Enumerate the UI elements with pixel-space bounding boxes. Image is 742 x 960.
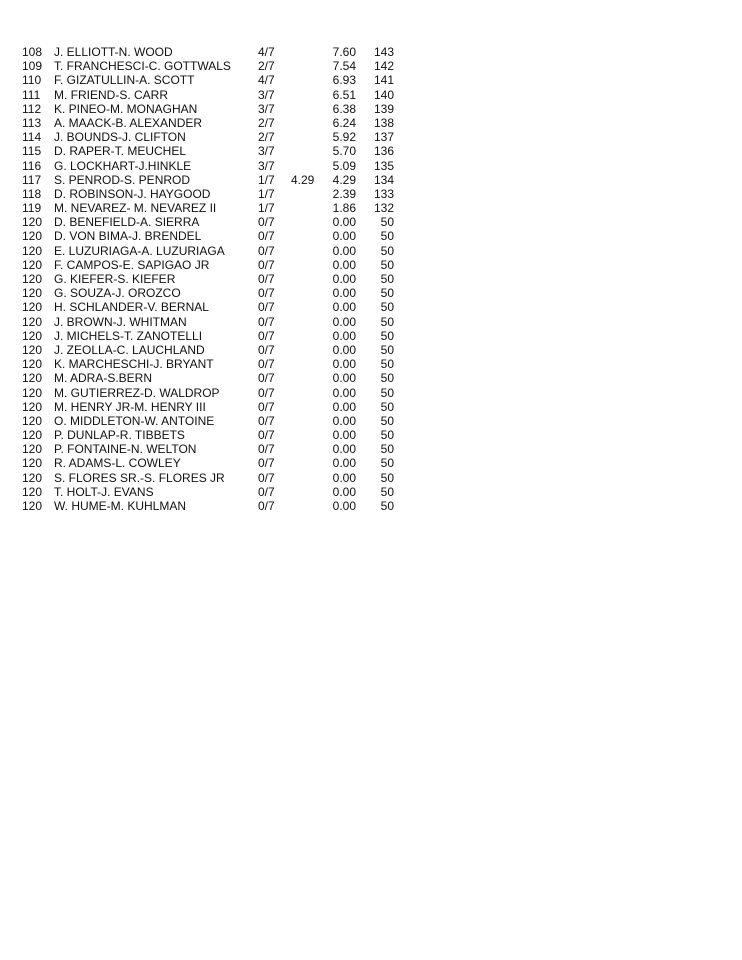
place-cell: 120 — [22, 314, 43, 329]
place-cell: 120 — [22, 357, 43, 372]
record-cell: 0/7 — [258, 243, 275, 258]
table-row — [0, 102, 742, 116]
score-cell: 0.00 — [332, 215, 356, 230]
score-cell: 0.00 — [332, 243, 356, 258]
table-row — [0, 400, 742, 414]
score-cell: 0.00 — [332, 484, 356, 499]
record-cell: 0/7 — [258, 215, 275, 230]
team-name-cell: F. CAMPOS-E. SAPIGAO JR — [54, 257, 210, 272]
points-cell: 50 — [380, 243, 394, 258]
points-cell: 140 — [373, 87, 394, 102]
place-cell: 120 — [22, 442, 43, 457]
record-cell: 1/7 — [258, 172, 275, 187]
table-row — [0, 456, 742, 470]
points-cell: 50 — [380, 314, 394, 329]
table-row — [0, 73, 742, 87]
record-cell: 0/7 — [258, 357, 275, 372]
score-cell: 0.00 — [332, 428, 356, 443]
place-cell: 111 — [22, 87, 41, 102]
score-cell: 0.00 — [332, 286, 356, 301]
team-name-cell: J. ELLIOTT-N. WOOD — [54, 45, 173, 59]
points-cell: 50 — [380, 413, 394, 428]
score-cell: 0.00 — [332, 442, 356, 457]
place-cell: 120 — [22, 328, 43, 343]
team-name-cell: H. SCHLANDER-V. BERNAL — [54, 300, 209, 315]
points-cell: 50 — [380, 272, 394, 286]
record-cell: 2/7 — [258, 130, 275, 145]
extra-score-cell: 4.29 — [291, 172, 315, 187]
place-cell: 120 — [22, 300, 43, 315]
team-name-cell: R. ADAMS-L. COWLEY — [54, 456, 181, 471]
record-cell: 4/7 — [258, 45, 275, 59]
score-cell: 6.93 — [332, 73, 356, 88]
team-name-cell: J. BOUNDS-J. CLIFTON — [54, 130, 186, 145]
score-cell: 1.86 — [332, 201, 356, 216]
table-row — [0, 499, 742, 513]
score-cell: 0.00 — [332, 314, 356, 329]
points-cell: 142 — [373, 59, 394, 74]
place-cell: 108 — [22, 45, 43, 59]
team-name-cell: P. FONTAINE-N. WELTON — [54, 442, 197, 457]
record-cell: 0/7 — [258, 286, 275, 301]
points-cell: 50 — [380, 371, 394, 386]
record-cell: 0/7 — [258, 257, 275, 272]
team-name-cell: J. BROWN-J. WHITMAN — [54, 314, 187, 329]
team-name-cell: T. FRANCHESCI-C. GOTTWALS — [54, 59, 231, 74]
score-cell: 6.51 — [332, 87, 356, 102]
place-cell: 120 — [22, 243, 43, 258]
table-row — [0, 371, 742, 385]
table-row — [0, 329, 742, 343]
record-cell: 0/7 — [258, 300, 275, 315]
score-cell: 7.60 — [332, 45, 356, 59]
place-cell: 120 — [22, 229, 43, 244]
team-name-cell: O. MIDDLETON-W. ANTOINE — [54, 413, 215, 428]
points-cell: 50 — [380, 215, 394, 230]
team-name-cell: D. BENEFIELD-A. SIERRA — [54, 215, 200, 230]
record-cell: 0/7 — [258, 314, 275, 329]
team-name-cell: G. LOCKHART-J.HINKLE — [54, 158, 192, 173]
points-cell: 136 — [373, 144, 394, 159]
place-cell: 120 — [22, 456, 43, 471]
table-row — [0, 386, 742, 400]
team-name-cell: J. ZEOLLA-C. LAUCHLAND — [54, 342, 205, 357]
table-row — [0, 45, 742, 59]
table-row — [0, 59, 742, 73]
record-cell: 0/7 — [258, 371, 275, 386]
points-cell: 139 — [373, 101, 394, 116]
record-cell: 0/7 — [258, 428, 275, 443]
table-row — [0, 215, 742, 229]
table-row — [0, 414, 742, 428]
score-cell: 6.38 — [332, 101, 356, 116]
points-cell: 135 — [373, 158, 394, 173]
place-cell: 120 — [22, 286, 43, 301]
points-cell: 50 — [380, 300, 394, 315]
table-row — [0, 357, 742, 371]
score-cell: 0.00 — [332, 328, 356, 343]
score-cell: 0.00 — [332, 272, 356, 286]
team-name-cell: T. HOLT-J. EVANS — [54, 484, 154, 499]
points-cell: 50 — [380, 484, 394, 499]
place-cell: 120 — [22, 342, 43, 357]
table-row — [0, 258, 742, 272]
place-cell: 120 — [22, 399, 43, 414]
place-cell: 120 — [22, 484, 43, 499]
place-cell: 120 — [22, 215, 43, 230]
score-cell: 0.00 — [332, 371, 356, 386]
record-cell: 1/7 — [258, 186, 275, 201]
record-cell: 3/7 — [258, 158, 275, 173]
team-name-cell: M. GUTIERREZ-D. WALDROP — [54, 385, 220, 400]
record-cell: 0/7 — [258, 442, 275, 457]
score-cell: 0.00 — [332, 257, 356, 272]
points-cell: 50 — [380, 385, 394, 400]
score-cell: 0.00 — [332, 357, 356, 372]
table-row — [0, 300, 742, 314]
team-name-cell: D. ROBINSON-J. HAYGOOD — [54, 186, 211, 201]
table-row — [0, 144, 742, 158]
team-name-cell: E. LUZURIAGA-A. LUZURIAGA — [54, 243, 225, 258]
record-cell: 0/7 — [258, 385, 275, 400]
points-cell: 50 — [380, 456, 394, 471]
score-cell: 0.00 — [332, 300, 356, 315]
team-name-cell: M. HENRY JR-M. HENRY III — [54, 399, 206, 414]
place-cell: 115 — [22, 144, 42, 159]
table-row — [0, 272, 742, 286]
table-row — [0, 187, 742, 201]
team-name-cell: M. FRIEND-S. CARR — [54, 87, 168, 102]
points-cell: 50 — [380, 399, 394, 414]
score-cell: 5.09 — [332, 158, 356, 173]
place-cell: 120 — [22, 499, 43, 513]
team-name-cell: A. MAACK-B. ALEXANDER — [54, 115, 203, 130]
record-cell: 0/7 — [258, 470, 275, 485]
team-name-cell: K. MARCHESCHI-J. BRYANT — [54, 357, 214, 372]
points-cell: 50 — [380, 499, 394, 513]
table-row — [0, 88, 742, 102]
points-cell: 50 — [380, 470, 394, 485]
score-cell: 6.24 — [332, 115, 356, 130]
place-cell: 120 — [22, 272, 43, 286]
team-name-cell: D. VON BIMA-J. BRENDEL — [54, 229, 202, 244]
team-name-cell: G. KIEFER-S. KIEFER — [54, 272, 176, 286]
table-row — [0, 315, 742, 329]
points-cell: 138 — [373, 115, 394, 130]
record-cell: 0/7 — [258, 399, 275, 414]
points-cell: 50 — [380, 257, 394, 272]
team-name-cell: M. NEVAREZ- M. NEVAREZ II — [54, 201, 217, 216]
points-cell: 50 — [380, 229, 394, 244]
team-name-cell: P. DUNLAP-R. TIBBETS — [54, 428, 185, 443]
score-cell: 0.00 — [332, 499, 356, 513]
table-row — [0, 442, 742, 456]
record-cell: 0/7 — [258, 272, 275, 286]
table-row — [0, 485, 742, 499]
record-cell: 0/7 — [258, 328, 275, 343]
score-cell: 0.00 — [332, 229, 356, 244]
team-name-cell: W. HUME-M. KUHLMAN — [54, 499, 186, 513]
table-row — [0, 116, 742, 130]
table-row — [0, 159, 742, 173]
team-name-cell: F. GIZATULLIN-A. SCOTT — [54, 73, 195, 88]
table-row — [0, 244, 742, 258]
record-cell: 0/7 — [258, 456, 275, 471]
record-cell: 0/7 — [258, 499, 275, 513]
table-row — [0, 201, 742, 215]
team-name-cell: D. RAPER-T. MEUCHEL — [54, 144, 187, 159]
points-cell: 143 — [373, 45, 394, 59]
place-cell: 109 — [22, 59, 43, 74]
place-cell: 120 — [22, 385, 43, 400]
place-cell: 113 — [22, 115, 42, 130]
points-cell: 133 — [373, 186, 394, 201]
place-cell: 120 — [22, 428, 43, 443]
place-cell: 110 — [22, 73, 42, 88]
place-cell: 118 — [22, 186, 42, 201]
points-cell: 50 — [380, 286, 394, 301]
place-cell: 120 — [22, 413, 43, 428]
score-cell: 4.29 — [332, 172, 356, 187]
score-cell: 0.00 — [332, 470, 356, 485]
points-cell: 50 — [380, 328, 394, 343]
record-cell: 3/7 — [258, 87, 275, 102]
table-row — [0, 471, 742, 485]
points-cell: 50 — [380, 342, 394, 357]
points-cell: 137 — [373, 130, 394, 145]
record-cell: 0/7 — [258, 413, 275, 428]
points-cell: 50 — [380, 428, 394, 443]
team-name-cell: S. PENROD-S. PENROD — [54, 172, 191, 187]
record-cell: 2/7 — [258, 115, 275, 130]
place-cell: 120 — [22, 470, 43, 485]
points-cell: 50 — [380, 357, 394, 372]
place-cell: 112 — [22, 101, 42, 116]
team-name-cell: K. PINEO-M. MONAGHAN — [54, 101, 198, 116]
place-cell: 119 — [22, 201, 42, 216]
place-cell: 120 — [22, 371, 43, 386]
place-cell: 120 — [22, 257, 43, 272]
points-cell: 50 — [380, 442, 394, 457]
place-cell: 117 — [22, 172, 42, 187]
score-cell: 0.00 — [332, 456, 356, 471]
table-row — [0, 428, 742, 442]
score-cell: 0.00 — [332, 342, 356, 357]
record-cell: 0/7 — [258, 342, 275, 357]
table-row — [0, 229, 742, 243]
score-cell: 0.00 — [332, 399, 356, 414]
place-cell: 114 — [22, 130, 42, 145]
points-cell: 134 — [373, 172, 394, 187]
score-cell: 2.39 — [332, 186, 356, 201]
table-row — [0, 173, 742, 187]
team-name-cell: M. ADRA-S.BERN — [54, 371, 153, 386]
score-cell: 5.92 — [332, 130, 356, 145]
record-cell: 3/7 — [258, 144, 275, 159]
record-cell: 4/7 — [258, 73, 275, 88]
place-cell: 116 — [22, 158, 42, 173]
record-cell: 1/7 — [258, 201, 275, 216]
team-name-cell: G. SOUZA-J. OROZCO — [54, 286, 181, 301]
results-table — [0, 45, 742, 513]
score-cell: 0.00 — [332, 413, 356, 428]
record-cell: 3/7 — [258, 101, 275, 116]
score-cell: 7.54 — [332, 59, 356, 74]
team-name-cell: J. MICHELS-T. ZANOTELLI — [54, 328, 203, 343]
table-row — [0, 343, 742, 357]
score-cell: 0.00 — [332, 385, 356, 400]
points-cell: 132 — [373, 201, 394, 216]
record-cell: 0/7 — [258, 484, 275, 499]
record-cell: 2/7 — [258, 59, 275, 74]
record-cell: 0/7 — [258, 229, 275, 244]
score-cell: 5.70 — [332, 144, 356, 159]
table-row — [0, 286, 742, 300]
points-cell: 141 — [373, 73, 394, 88]
team-name-cell: S. FLORES SR.-S. FLORES JR — [54, 470, 225, 485]
table-row — [0, 130, 742, 144]
